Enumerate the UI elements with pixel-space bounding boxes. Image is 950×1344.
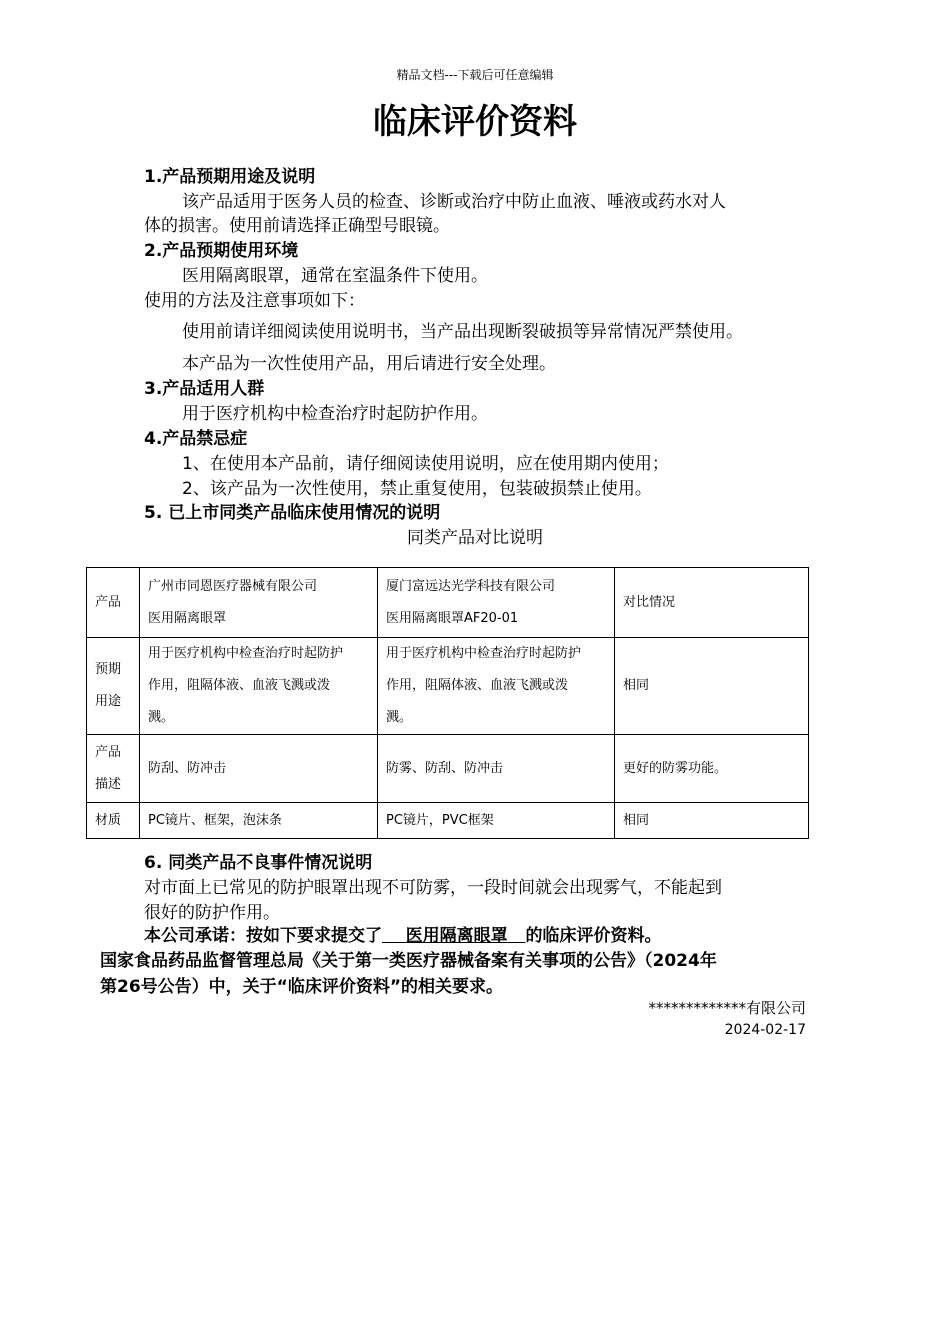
table-cell: 防刮、防冲击 (140, 735, 378, 803)
section-6-text: 很好的防护作用。 (144, 903, 280, 923)
table-cell: 产品 (87, 568, 140, 638)
section-2-text: 医用隔离眼罩，通常在室温条件下使用。 (182, 266, 488, 286)
section-3-text: 用于医疗机构中检查治疗时起防护作用。 (182, 404, 488, 424)
table-cell: PC镜片，PVC框架 (378, 803, 615, 839)
table-row (87, 803, 809, 839)
section-2-heading: 2.产品预期使用环境 (144, 241, 299, 261)
section-6-heading: 6. 同类产品不良事件情况说明 (144, 853, 373, 873)
table-row (87, 638, 809, 735)
table-cell: 用于医疗机构中检查治疗时起防护 作用，阻隔体液、血液飞溅或泼 溅。 (378, 638, 615, 735)
commitment-product: 医用隔离眼罩 (405, 926, 508, 946)
page-header: 精品文档---下载后可任意编辑 (396, 68, 554, 82)
table-cell: 相同 (615, 638, 809, 735)
section-4-text: 2、该产品为一次性使用，禁止重复使用，包装破损禁止使用。 (182, 479, 652, 499)
commitment-text: 第26号公告）中，关于“临床评价资料”的相关要求。 (100, 977, 504, 997)
table-row (87, 735, 809, 803)
table-cell: 厦门富远达光学科技有限公司 医用隔离眼罩AF20-01 (378, 568, 615, 638)
table-cell: 更好的防雾功能。 (615, 735, 809, 803)
section-4-heading: 4.产品禁忌症 (144, 429, 248, 449)
table-cell: 预期 用途 (87, 638, 140, 735)
commitment-line: 本公司承诺：按如下要求提交了 医用隔离眼罩 的临床评价资料。 (144, 926, 662, 946)
table-cell: 用于医疗机构中检查治疗时起防护 作用，阻隔体液、血液飞溅或泼 溅。 (140, 638, 378, 735)
table-row (87, 568, 809, 638)
table-caption: 同类产品对比说明 (407, 528, 543, 548)
page-title: 临床评价资料 (373, 102, 577, 142)
signature-date: 2024-02-17 (724, 1022, 806, 1038)
section-6-text: 对市面上已常见的防护眼罩出现不可防雾，一段时间就会出现雾气，不能起到 (144, 878, 722, 898)
section-2-text: 本产品为一次性使用产品，用后请进行安全处理。 (182, 354, 556, 374)
table-cell: 广州市同恩医疗器械有限公司 医用隔离眼罩 (140, 568, 378, 638)
table-cell: 产品 描述 (87, 735, 140, 803)
commitment-text: 国家食品药品监督管理总局《关于第一类医疗器械备案有关事项的公告》（2024年 (100, 951, 717, 971)
section-4-text: 1、在使用本产品前，请仔细阅读使用说明，应在使用期内使用； (182, 454, 669, 474)
section-5-heading: 5. 已上市同类产品临床使用情况的说明 (144, 503, 441, 523)
section-1-text: 该产品适用于医务人员的检查、诊断或治疗中防止血液、唾液或药水对人 (182, 192, 726, 212)
table-cell: 防雾、防刮、防冲击 (378, 735, 615, 803)
section-2-text: 使用前请详细阅读使用说明书，当产品出现断裂破损等异常情况严禁使用。 (182, 322, 743, 342)
comparison-table (86, 567, 809, 839)
table-cell: 对比情况 (615, 568, 809, 638)
section-1-heading: 1.产品预期用途及说明 (144, 167, 316, 187)
section-1-text: 体的损害。使用前请选择正确型号眼镜。 (144, 216, 450, 236)
table-cell: PC镜片、框架，泡沫条 (140, 803, 378, 839)
section-2-text: 使用的方法及注意事项如下： (144, 291, 365, 311)
signature-company: *************有限公司 (648, 999, 806, 1017)
table-cell: 材质 (87, 803, 140, 839)
section-3-heading: 3.产品适用人群 (144, 379, 265, 399)
table-cell: 相同 (615, 803, 809, 839)
